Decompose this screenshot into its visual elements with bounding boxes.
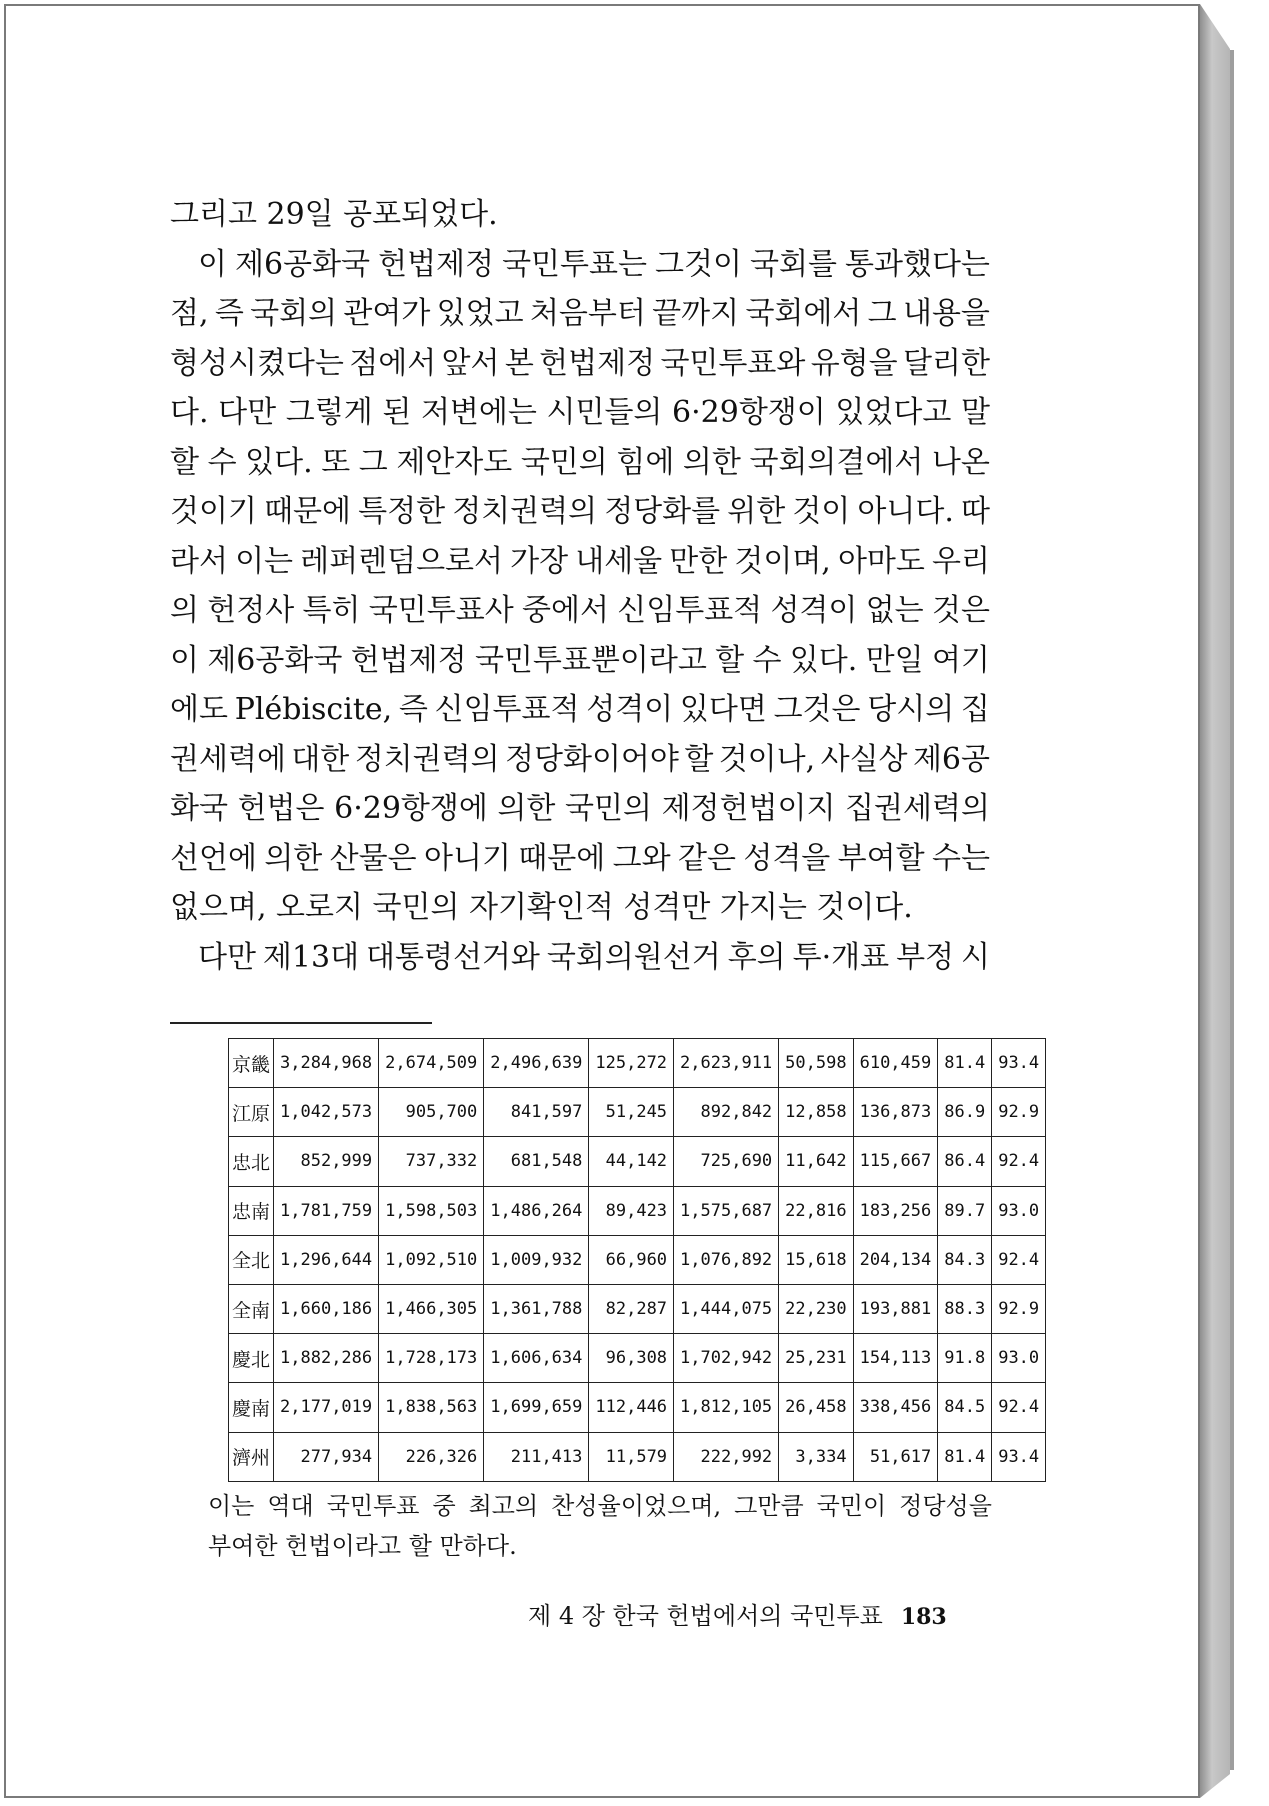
chapter-title: 제 4 장 한국 헌법에서의 국민투표 xyxy=(528,1602,883,1630)
note-line: 부여한 헌법이라고 할 만하다. xyxy=(208,1532,517,1560)
text-line: 이 제6공화국 헌법제정 국민투표는 그것이 국회를 통과했다는 xyxy=(198,246,990,282)
table-row xyxy=(229,1235,1046,1284)
value-cell: 1,598,503 xyxy=(379,1186,484,1235)
value-cell: 1,009,932 xyxy=(484,1235,589,1284)
value-cell: 2,177,019 xyxy=(274,1383,379,1432)
value-cell: 1,606,634 xyxy=(484,1334,589,1383)
footnote-rule xyxy=(170,1022,432,1024)
text-line: 없으며, 오로지 국민의 자기확인적 성격만 가지는 것이다. xyxy=(170,890,913,925)
value-cell: 84.5 xyxy=(938,1383,992,1432)
value-cell: 2,496,639 xyxy=(484,1039,589,1088)
value-cell: 222,992 xyxy=(674,1432,779,1481)
value-cell: 1,444,075 xyxy=(674,1284,779,1333)
table-row xyxy=(229,1383,1046,1432)
value-cell: 125,272 xyxy=(589,1039,674,1088)
value-cell: 26,458 xyxy=(779,1383,853,1432)
value-cell: 89.7 xyxy=(938,1186,992,1235)
page-edge-shadow xyxy=(1200,4,1230,1798)
table-row xyxy=(229,1088,1046,1137)
text-line: 라서 이는 레퍼렌덤으로서 가장 내세울 만한 것이며, 아마도 우리 xyxy=(170,543,990,579)
region-cell: 慶北 xyxy=(229,1334,274,1383)
value-cell: 1,660,186 xyxy=(274,1284,379,1333)
running-footer xyxy=(528,1596,947,1631)
value-cell: 89,423 xyxy=(589,1186,674,1235)
value-cell: 12,858 xyxy=(779,1088,853,1137)
page-edge-line xyxy=(1230,50,1234,1770)
value-cell: 1,702,942 xyxy=(674,1334,779,1383)
value-cell: 338,456 xyxy=(853,1383,938,1432)
value-cell: 25,231 xyxy=(779,1334,853,1383)
value-cell: 11,579 xyxy=(589,1432,674,1481)
text-line: 할 수 있다. 또 그 제안자도 국민의 힘에 의한 국회의결에서 나온 xyxy=(170,444,990,480)
value-cell: 1,781,759 xyxy=(274,1186,379,1235)
text-line: 형성시켰다는 점에서 앞서 본 헌법제정 국민투표와 유형을 달리한 xyxy=(170,345,990,381)
value-cell: 22,816 xyxy=(779,1186,853,1235)
value-cell: 193,881 xyxy=(853,1284,938,1333)
region-cell: 江原 xyxy=(229,1088,274,1137)
table-row xyxy=(229,1186,1046,1235)
text-line: 화국 헌법은 6·29항쟁에 의한 국민의 제정헌법이지 집권세력의 xyxy=(170,791,990,826)
value-cell: 681,548 xyxy=(484,1137,589,1186)
region-cell: 忠南 xyxy=(229,1186,274,1235)
table-row xyxy=(229,1137,1046,1186)
value-cell: 1,486,264 xyxy=(484,1186,589,1235)
value-cell: 82,287 xyxy=(589,1284,674,1333)
text-line: 것이기 때문에 특정한 정치권력의 정당화를 위한 것이 아니다. 따 xyxy=(170,494,990,529)
value-cell: 1,699,659 xyxy=(484,1383,589,1432)
value-cell: 93.0 xyxy=(992,1186,1046,1235)
table-row xyxy=(229,1334,1046,1383)
value-cell: 88.3 xyxy=(938,1284,992,1333)
value-cell: 92.4 xyxy=(992,1383,1046,1432)
value-cell: 1,296,644 xyxy=(274,1235,379,1284)
value-cell: 841,597 xyxy=(484,1088,589,1137)
value-cell: 183,256 xyxy=(853,1186,938,1235)
value-cell: 1,361,788 xyxy=(484,1284,589,1333)
value-cell: 81.4 xyxy=(938,1039,992,1088)
text-line: 이 제6공화국 헌법제정 국민투표뿐이라고 할 수 있다. 만일 여기 xyxy=(170,642,990,678)
value-cell: 44,142 xyxy=(589,1137,674,1186)
value-cell: 2,674,509 xyxy=(379,1039,484,1088)
value-cell: 610,459 xyxy=(853,1039,938,1088)
value-cell: 15,618 xyxy=(779,1235,853,1284)
value-cell: 725,690 xyxy=(674,1137,779,1186)
value-cell: 92.9 xyxy=(992,1088,1046,1137)
page-number: 183 xyxy=(900,1604,947,1630)
value-cell: 51,245 xyxy=(589,1088,674,1137)
referendum-results-table xyxy=(228,1038,1046,1482)
value-cell: 1,042,573 xyxy=(274,1088,379,1137)
value-cell: 50,598 xyxy=(779,1039,853,1088)
region-cell: 濟州 xyxy=(229,1432,274,1481)
value-cell: 93.4 xyxy=(992,1039,1046,1088)
text-line: 의 헌정사 특히 국민투표사 중에서 신임투표적 성격이 없는 것은 xyxy=(170,593,990,628)
value-cell: 1,882,286 xyxy=(274,1334,379,1383)
text-line: 다. 다만 그렇게 된 저변에는 시민들의 6·29항쟁이 있었다고 말 xyxy=(170,395,990,430)
value-cell: 115,667 xyxy=(853,1137,938,1186)
value-cell: 2,623,911 xyxy=(674,1039,779,1088)
value-cell: 277,934 xyxy=(274,1432,379,1481)
table-row xyxy=(229,1039,1046,1088)
value-cell: 892,842 xyxy=(674,1088,779,1137)
value-cell: 86.9 xyxy=(938,1088,992,1137)
value-cell: 22,230 xyxy=(779,1284,853,1333)
value-cell: 737,332 xyxy=(379,1137,484,1186)
value-cell: 852,999 xyxy=(274,1137,379,1186)
text-line: 그리고 29일 공포되었다. xyxy=(170,197,498,232)
table-row xyxy=(229,1284,1046,1333)
value-cell: 91.8 xyxy=(938,1334,992,1383)
value-cell: 11,642 xyxy=(779,1137,853,1186)
value-cell: 136,873 xyxy=(853,1088,938,1137)
value-cell: 154,113 xyxy=(853,1334,938,1383)
note-line: 이는 역대 국민투표 중 최고의 찬성율이었으며, 그만큼 국민이 정당성을 xyxy=(208,1492,992,1520)
value-cell: 92.4 xyxy=(992,1137,1046,1186)
value-cell: 211,413 xyxy=(484,1432,589,1481)
table-note xyxy=(208,1486,992,1566)
value-cell: 92.9 xyxy=(992,1284,1046,1333)
text-line: 점, 즉 국회의 관여가 있었고 처음부터 끝까지 국회에서 그 내용을 xyxy=(170,296,990,331)
value-cell: 66,960 xyxy=(589,1235,674,1284)
value-cell: 226,326 xyxy=(379,1432,484,1481)
value-cell: 51,617 xyxy=(853,1432,938,1481)
text-line: 선언에 의한 산물은 아니기 때문에 그와 같은 성격을 부여할 수는 xyxy=(170,840,990,876)
table-row xyxy=(229,1432,1046,1481)
body-paragraphs xyxy=(170,190,990,982)
value-cell: 905,700 xyxy=(379,1088,484,1137)
text-line: 권세력에 대한 정치권력의 정당화이어야 할 것이나, 사실상 제6공 xyxy=(170,741,990,777)
value-cell: 3,284,968 xyxy=(274,1039,379,1088)
value-cell: 1,575,687 xyxy=(674,1186,779,1235)
value-cell: 112,446 xyxy=(589,1383,674,1432)
value-cell: 86.4 xyxy=(938,1137,992,1186)
value-cell: 1,466,305 xyxy=(379,1284,484,1333)
value-cell: 93.0 xyxy=(992,1334,1046,1383)
region-cell: 全南 xyxy=(229,1284,274,1333)
value-cell: 204,134 xyxy=(853,1235,938,1284)
value-cell: 1,076,892 xyxy=(674,1235,779,1284)
value-cell: 93.4 xyxy=(992,1432,1046,1481)
region-cell: 京畿 xyxy=(229,1039,274,1088)
value-cell: 92.4 xyxy=(992,1235,1046,1284)
value-cell: 81.4 xyxy=(938,1432,992,1481)
value-cell: 1,092,510 xyxy=(379,1235,484,1284)
value-cell: 84.3 xyxy=(938,1235,992,1284)
value-cell: 1,728,173 xyxy=(379,1334,484,1383)
text-line: 에도 Plébiscite, 즉 신임투표적 성격이 있다면 그것은 당시의 집 xyxy=(170,692,990,727)
value-cell: 1,838,563 xyxy=(379,1383,484,1432)
value-cell: 96,308 xyxy=(589,1334,674,1383)
region-cell: 全北 xyxy=(229,1235,274,1284)
region-cell: 忠北 xyxy=(229,1137,274,1186)
text-line: 다만 제13대 대통령선거와 국회의원선거 후의 투·개표 부정 시 xyxy=(198,939,990,975)
value-cell: 3,334 xyxy=(779,1432,853,1481)
value-cell: 1,812,105 xyxy=(674,1383,779,1432)
region-cell: 慶南 xyxy=(229,1383,274,1432)
